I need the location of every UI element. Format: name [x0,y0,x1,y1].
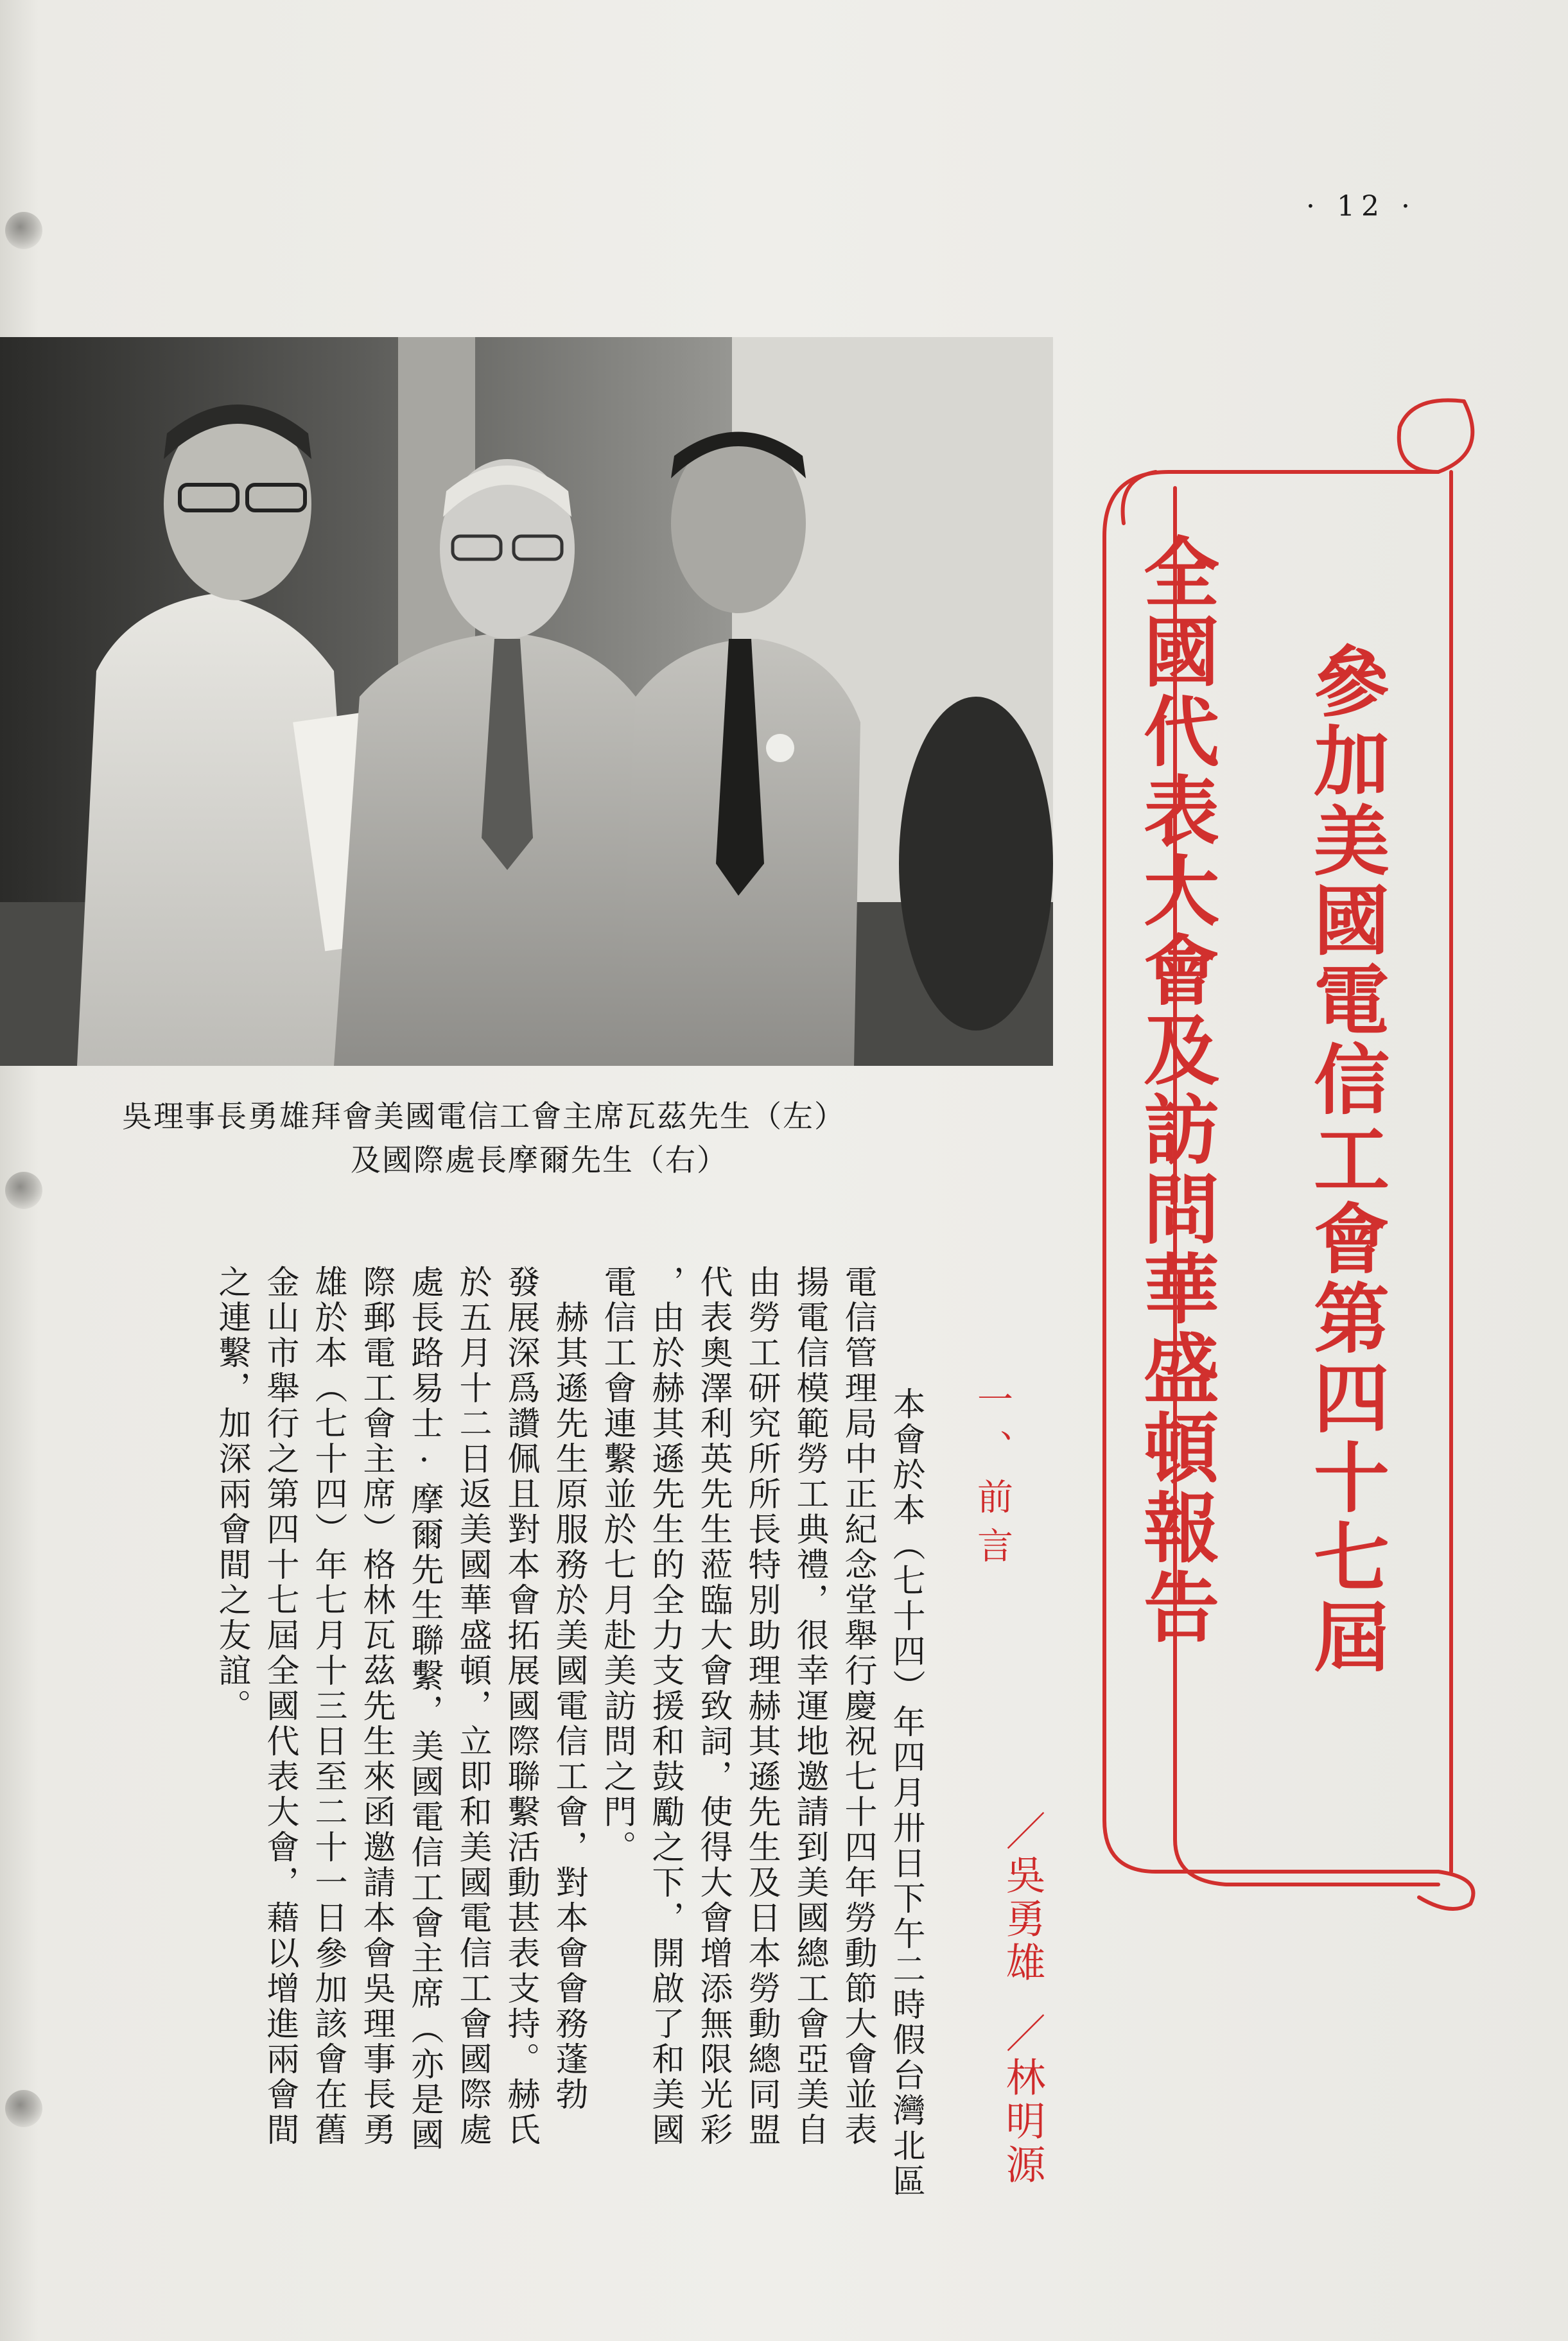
body-text-column: 代表奧澤利英先生蒞臨大會致詞，使得大會增添無限光彩 [694,1265,732,2148]
photo-caption-line1: 吳理事長勇雄拜會美國電信工會主席瓦茲先生（左） [122,1099,846,1135]
body-text-column: 揚電信模範勞工典禮，很幸運地邀請到美國總工會亞美自 [790,1265,828,2148]
author-name-2: ／林明源 [999,2013,1046,2188]
body-text-column: 本會於本（七十四）年四月卅日下午二時假台灣北區 [887,1352,925,2199]
body-text-column: ，由於赫其遜先生的全力支援和鼓勵之下，開啟了和美國 [646,1265,684,2148]
article-title-line2: 全國代表大會及訪問華盛頓報告 [1131,533,1220,1648]
body-text-column: 發展深爲讚佩且對本會拓展國際聯繫活動甚表支持。赫氏 [501,1265,539,2148]
body-text-column: 電信管理局中正紀念堂舉行慶祝七十四年勞動節大會並表 [839,1265,876,2148]
article-photo [0,337,1053,1066]
photo-figures-illustration [0,337,1053,1066]
body-text-column: 之連繫，加深兩會間之友誼。 [213,1265,250,1724]
binder-hole-icon [5,212,42,249]
body-text-column: 於五月十二日返美國華盛頓，立即和美國電信工會國際處 [453,1265,491,2148]
body-text-column: 赫其遜先生原服務於美國電信工會，對本會會務蓬勃 [550,1265,588,2112]
section-heading: 一、前言 [971,1380,1013,1576]
body-text-column: 際郵電工會主席）格林瓦茲先生來函邀請本會吳理事長勇 [357,1265,395,2148]
photo-caption-line2: 及國際處長摩爾先生（右） [351,1143,728,1178]
body-text-column: 金山市舉行之第四十七屆全國代表大會，藉以增進兩會間 [261,1265,299,2148]
body-text-column: 雄於本（七十四）年七月十三日至二十一日參加該會在舊 [309,1265,347,2148]
article-title-line1: 參加美國電信工會第四十七屆 [1301,642,1390,1677]
page-number: · 12 · [1306,190,1416,223]
author-name-1: ／吳勇雄 [999,1811,1046,1985]
binder-hole-icon [5,2090,42,2127]
body-text-column: 處長路易士·摩爾先生聯繫，美國電信工會主席（亦是國 [405,1265,443,2153]
binder-hole-icon [5,1172,42,1209]
body-text-column: 由勞工研究所所長特別助理赫其遜先生及日本勞動總同盟 [742,1265,780,2148]
body-text-column: 電信工會連繫並於七月赴美訪問之門。 [598,1265,636,1865]
